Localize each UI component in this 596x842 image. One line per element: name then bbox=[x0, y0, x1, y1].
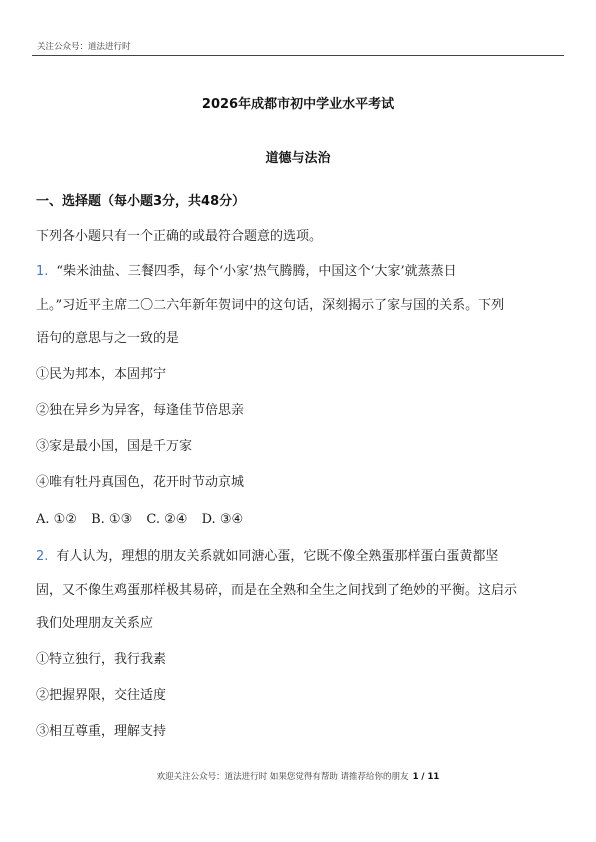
statement-item: ②独在异乡为异客，每逢佳节倍思亲 bbox=[36, 403, 245, 418]
statement-item: ④唯有牡丹真国色，花开时节动京城 bbox=[36, 475, 245, 490]
choice-a[interactable]: A. ①② bbox=[36, 512, 77, 527]
answer-choices bbox=[36, 512, 253, 528]
statement-item: ①民为邦本，本固邦宁 bbox=[36, 367, 167, 382]
question-1-line-2: 上。”习近平主席二〇二六年新年贺词中的这句话，深刻揭示了家与国的关系。下列 bbox=[36, 298, 505, 313]
footer-text: 欢迎关注公众号：道法进行时 如果您觉得有帮助 请推荐给你的朋友 bbox=[156, 772, 409, 782]
question-1-line-1 bbox=[36, 264, 457, 280]
page-footer bbox=[0, 770, 596, 782]
question-2-line-3: 我们处理朋友关系应 bbox=[36, 616, 154, 631]
choice-b[interactable]: B. ①③ bbox=[91, 512, 133, 527]
statement-item: ③相互尊重，理解支持 bbox=[36, 724, 167, 739]
question-1-line-3: 语句的意思与之一致的是 bbox=[36, 331, 180, 346]
question-2-line-2: 固，又不像生鸡蛋那样极其易碎，而是在全熟和全生之间找到了绝妙的平衡。这启示 bbox=[36, 583, 518, 598]
question-2-line-1 bbox=[36, 549, 498, 565]
choice-c[interactable]: C. ②④ bbox=[146, 512, 188, 527]
exam-title: 2026年成都市初中学业水平考试 bbox=[201, 97, 395, 112]
question-stem-text: 有人认为，理想的朋友关系就如同溏心蛋，它既不像全熟蛋那样蛋白蛋黄都坚 bbox=[56, 549, 499, 564]
subject-title: 道德与法治 bbox=[265, 151, 331, 166]
question-stem-text: “柴米油盐、三餐四季，每个‘小家’热气腾腾，中国这个‘大家’就蒸蒸日 bbox=[56, 264, 457, 279]
header-divider bbox=[32, 55, 564, 56]
statement-item: ②把握界限，交往适度 bbox=[36, 688, 167, 703]
header-note: 关注公众号：道法进行时 bbox=[37, 42, 131, 52]
statement-item: ③家是最小国，国是千万家 bbox=[36, 439, 193, 454]
page-number: 1 / 11 bbox=[412, 772, 440, 782]
statement-item: ①特立独行，我行我素 bbox=[36, 652, 167, 667]
question-number: 2. bbox=[36, 549, 49, 564]
section-heading: 一、选择题（每小题3分，共48分） bbox=[36, 194, 246, 209]
choice-d[interactable]: D. ③④ bbox=[201, 512, 244, 527]
question-number: 1. bbox=[36, 264, 49, 279]
instruction-text: 下列各小题只有一个正确的或最符合题意的选项。 bbox=[36, 229, 323, 244]
